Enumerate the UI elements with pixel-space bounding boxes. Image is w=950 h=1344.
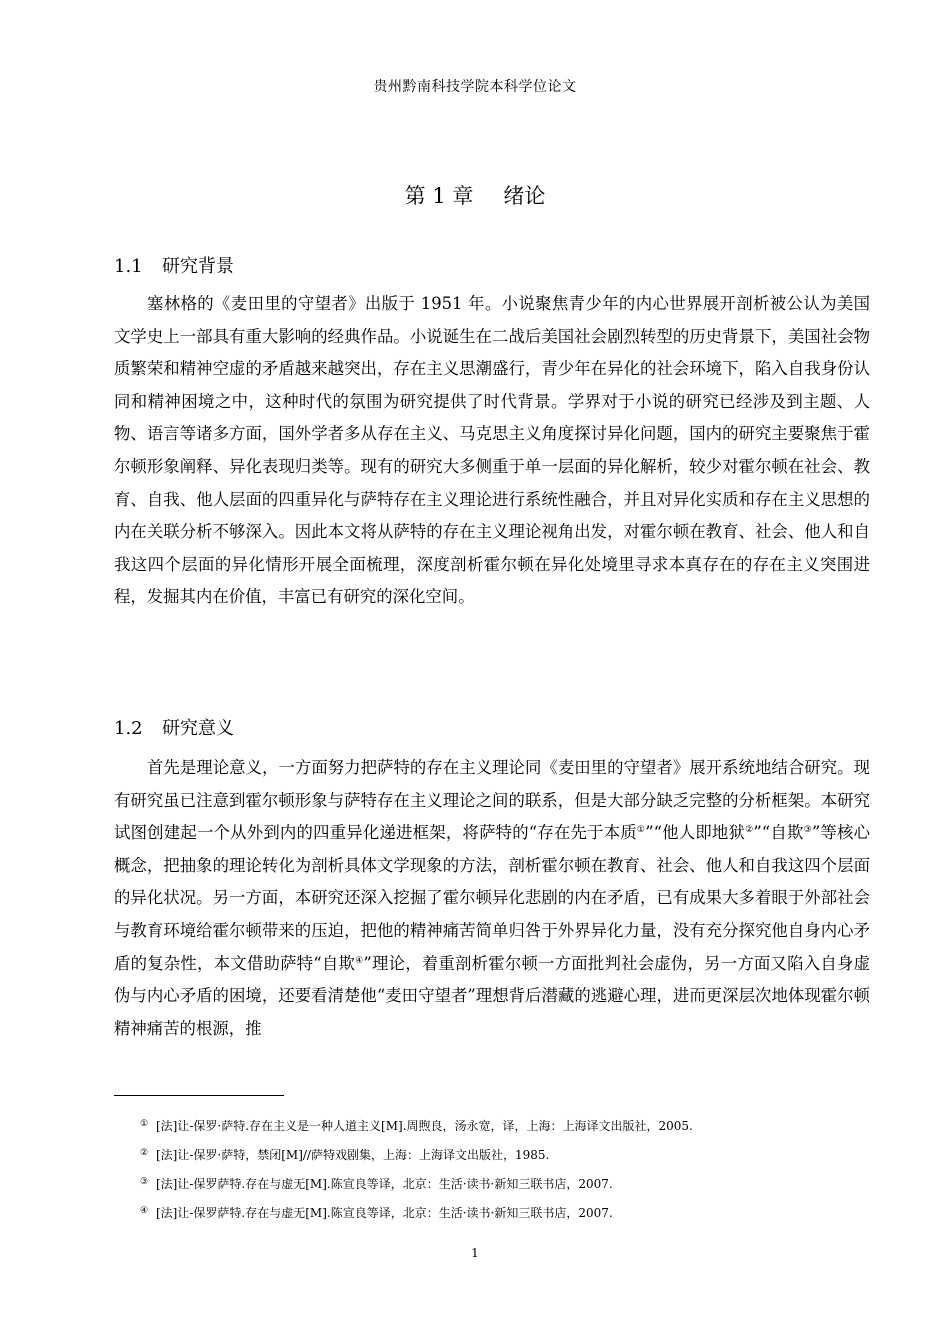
footnote-1 [140, 1113, 870, 1142]
footnote-text: [法]让-保罗萨特.存在与虚无[M].陈宣良等译，北京：生活·读书·新知三联书店，2007. [156, 1177, 613, 1191]
footnote-text: [法]让-保罗·萨特，禁闭[M]//萨特戏剧集，上海：上海译文出版社，1985. [156, 1148, 550, 1162]
section-title: 研究意义 [162, 718, 234, 739]
footnote-ref-4[interactable]: ④ [355, 955, 364, 966]
significance-paragraph [114, 752, 870, 1045]
page-number: 1 [471, 1246, 479, 1260]
chapter-title [0, 180, 950, 210]
footnote-mark: ② [140, 1148, 149, 1158]
footnote-ref-2[interactable]: ② [745, 825, 754, 836]
paragraph-text: ”“他人即地狱 [645, 823, 746, 843]
footnote-mark: ④ [140, 1206, 149, 1216]
footnote-mark: ① [140, 1119, 149, 1129]
paragraph-text: 首先是理论意义，一方面努力把萨特的存在主义理论同《麦田里的守望者》展开系统地结合研究。现有研究虽已注意到霍尔顿形象与萨特存在主义理论之间的联系，但是大部分缺乏完整的分析框架。本研究试图创建起一个从外到内的四重异化递进框架，将萨特的“存在先于本质 [114, 758, 870, 843]
section-title: 研究背景 [162, 256, 234, 277]
section-heading-1-2 [114, 714, 234, 740]
footnote-text: [法]让-保罗·萨特.存在主义是一种人道主义[M].周煦良，汤永宽，译，上海：上海译文出版社，2005. [156, 1119, 693, 1133]
footnote-mark: ③ [140, 1177, 149, 1187]
section-number: 1.1 [114, 256, 143, 277]
footnote-3 [140, 1171, 870, 1200]
section-number: 1.2 [114, 718, 143, 739]
footnotes [140, 1113, 870, 1229]
chapter-name: 绪论 [503, 184, 546, 208]
footnote-4 [140, 1200, 870, 1229]
footnote-text: [法]让-保罗萨特.存在与虚无[M].陈宣良等译，北京：生活·读书·新知三联书店，2007. [156, 1206, 613, 1220]
section-heading-1-1 [114, 252, 234, 278]
paragraph-text: ”等核心概念，把抽象的理论转化为剖析具体文学现象的方法，剖析霍尔顿在教育、社会、他人和自我这四个层面的异化状况。另一方面，本研究还深入挖掘了霍尔顿异化悲剧的内在矛盾，已有成果大多着眼于外部社会与教育环境给霍尔顿带来的压迫，把他的精神痛苦简单归咎于外界异化力量，没有充分探究他自身内心矛盾的复杂性，本文借助萨特“自欺 [114, 823, 870, 973]
chapter-number: 第 1 章 [404, 184, 474, 208]
paragraph-text: ”理论，着重剖析霍尔顿一方面批判社会虚伪，另一方面又陷入自身虚伪与内心矛盾的困境，还要看清楚他“麦田守望者”理想背后潜藏的逃避心理，进而更深层次地体现霍尔顿精神痛苦的根源，推 [114, 953, 870, 1038]
footnote-ref-3[interactable]: ③ [803, 825, 812, 836]
background-paragraph: 塞林格的《麦田里的守望者》出版于 1951 年。小说聚焦青少年的内心世界展开剖析被公认为美国文学史上一部具有重大影响的经典作品。小说诞生在二战后美国社会剧烈转型的历史背景下，美国社会物质繁荣和精神空虚的矛盾越来越突出，存在主义思潮盛行，青少年在异化的社会环境下，陷入自我身份认同和精神困境之中，这种时代的氛围为研究提供了时代背景。学界对于小说的研究已经涉及到主题、人物、语言等诸多方面，国外学者多从存在主义、马克思主义角度探讨异化问题，国内的研究主要聚焦于霍尔顿形象阐释、异化表现归类等。现有的研究大多侧重于单一层面的异化解析，较少对霍尔顿在社会、教育、自我、他人层面的四重异化与萨特存在主义理论进行系统性融合，并且对异化实质和存在主义思想的内在关联分析不够深入。因此本文将从萨特的存在主义理论视角出发，对霍尔顿在教育、社会、他人和自我这四个层面的异化情形开展全面梳理，深度剖析霍尔顿在异化处境里寻求本真存在的存在主义突围进程，发掘其内在价值，丰富已有研究的深化空间。 [114, 294, 870, 607]
footnote-separator [114, 1095, 284, 1096]
footnote-2 [140, 1142, 870, 1171]
footnote-ref-1[interactable]: ① [636, 825, 646, 836]
running-head: 贵州黔南科技学院本科学位论文 [373, 79, 577, 95]
paragraph-text: ”“自欺 [753, 823, 804, 843]
